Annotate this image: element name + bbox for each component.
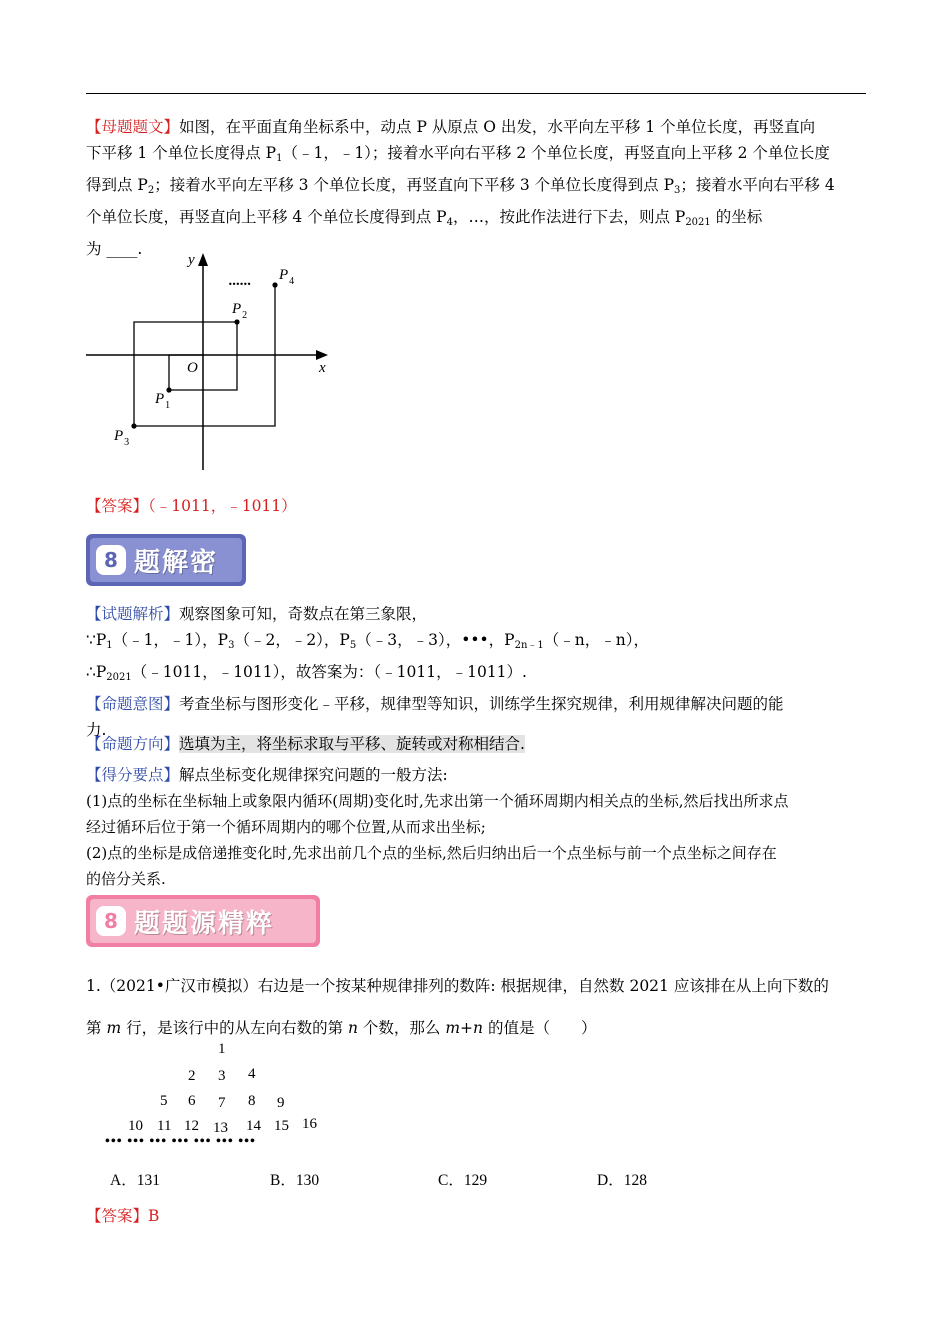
array-cell: 12 <box>184 1118 199 1134</box>
array-cell: 2 <box>188 1068 196 1084</box>
array-cell: 5 <box>160 1093 168 1109</box>
option-c: C．129 <box>438 1172 488 1189</box>
problem-tag: 【母题题文】 <box>86 118 180 136</box>
scoring-points: 【得分要点】解点坐标变化规律探究问题的一般方法: (1)点的坐标在坐标轴上或象限内循环(周期)变化时,先求出第一个循环周期内相关点的坐标,然后找出所求点 经过循环后位于第一个循环周期内的哪个位置,从而求出坐标; (2)点的坐标是成倍递推变化时,先求出前几个点的坐标,然后归纳出后一个点坐标与前一个点坐标之间存在 的倍分关系. <box>86 766 789 888</box>
coordinate-figure <box>80 245 340 475</box>
analysis: 【试题解析】观察图象可知，奇数点在第三象限， $\because P_1(﹣1$，﹣1），$P_3(﹣2$，﹣2），$P_5(﹣3$，﹣3），•••，$P_{2n﹣1}(﹣n$，﹣n）， $\therefore P_{2021}(﹣1011$，﹣1011），故答案为：（﹣1011，﹣1011）. 【命题意图】考查坐标与图形变化﹣平移，规律型等知识，训练学生探究规律，利用规律解决问题的能 力. <box>86 605 784 739</box>
p3-label: $P_3$ <box>114 428 130 448</box>
problem-text: 【母题题文】如图，在平面直角坐标系中，动点 P 从原点 O 出发，水平向左平移 1 个单位长度，再竖直向 下平移 1 个单位长度得点 $P_1(﹣1$，﹣1）；接着水平向右平移 2 个单位长度，再竖直向上平移 2 个单位长度 得到点 $P_2$；接着水平向左平移 3 个单位长度，再竖直向下平移 3 个单位长度得到点 $P_3$；接着水平向右平移 4 个单位长度，再竖直向上平移 4 个单位长度得到点 $P_4$，…，按此作法进行下去，则点 $P_{2021}$ 的坐标 为 ____. <box>86 118 835 258</box>
banner-source <box>86 895 320 947</box>
banner-solution <box>86 534 246 586</box>
point-p2 <box>234 319 239 324</box>
direction: 【命题方向】选填为主，将坐标求取与平移、旋转或对称相结合. <box>86 735 525 753</box>
point-p1 <box>166 387 171 392</box>
array-cell: 3 <box>218 1068 226 1084</box>
point-p3 <box>131 423 136 428</box>
answer-2: 【答案】B <box>86 1207 160 1225</box>
array-cell: 6 <box>188 1093 196 1109</box>
array-dots: ••• ••• ••• ••• ••• ••• ••• <box>105 1134 256 1149</box>
banner-source-text: 题题源精粹 <box>134 908 275 939</box>
header-rule <box>86 93 866 94</box>
x-axis-arrow <box>316 350 328 360</box>
array-cell: 11 <box>157 1118 172 1134</box>
y-axis-arrow <box>198 253 208 266</box>
array-cell: 9 <box>277 1095 285 1111</box>
p2-label: $P_2$ <box>232 301 248 321</box>
p4-label: $P_4$ <box>279 267 295 287</box>
dots-label: ...... <box>229 273 252 289</box>
array-cell: 7 <box>218 1095 226 1111</box>
array-cell: 13 <box>213 1120 228 1136</box>
answer-1: 【答案】（﹣1011，﹣1011） <box>86 497 297 515</box>
p1-label: $P_1$ <box>155 391 171 411</box>
option-d: D．128 <box>597 1172 647 1189</box>
banner-source-icon: 8 <box>96 906 126 936</box>
origin-label: O <box>187 360 198 376</box>
x-label: x <box>319 360 326 376</box>
array-cell: 16 <box>302 1116 317 1132</box>
banner-solution-icon: 8 <box>96 545 126 575</box>
array-cell: 10 <box>128 1118 143 1134</box>
array-cell: 1 <box>218 1041 226 1057</box>
option-a: A．131 <box>110 1172 160 1189</box>
array-cell: 14 <box>246 1118 261 1134</box>
y-label: y <box>188 252 195 268</box>
question-1: 1.（2021•广汉市模拟）右边是一个按某种规律排列的数阵: 根据规律，自然数 2021 应该排在从上向下数的 第 m 行，是该行中的从左向右数的第 n 个数，那么 m+n 的值是（ ） <box>86 977 829 1037</box>
banner-solution-text: 题解密 <box>134 547 219 578</box>
array-cell: 15 <box>274 1118 289 1134</box>
option-b: B．130 <box>270 1172 320 1189</box>
array-cell: 4 <box>248 1066 256 1082</box>
point-p4 <box>272 282 277 287</box>
array-cell: 8 <box>248 1093 256 1109</box>
